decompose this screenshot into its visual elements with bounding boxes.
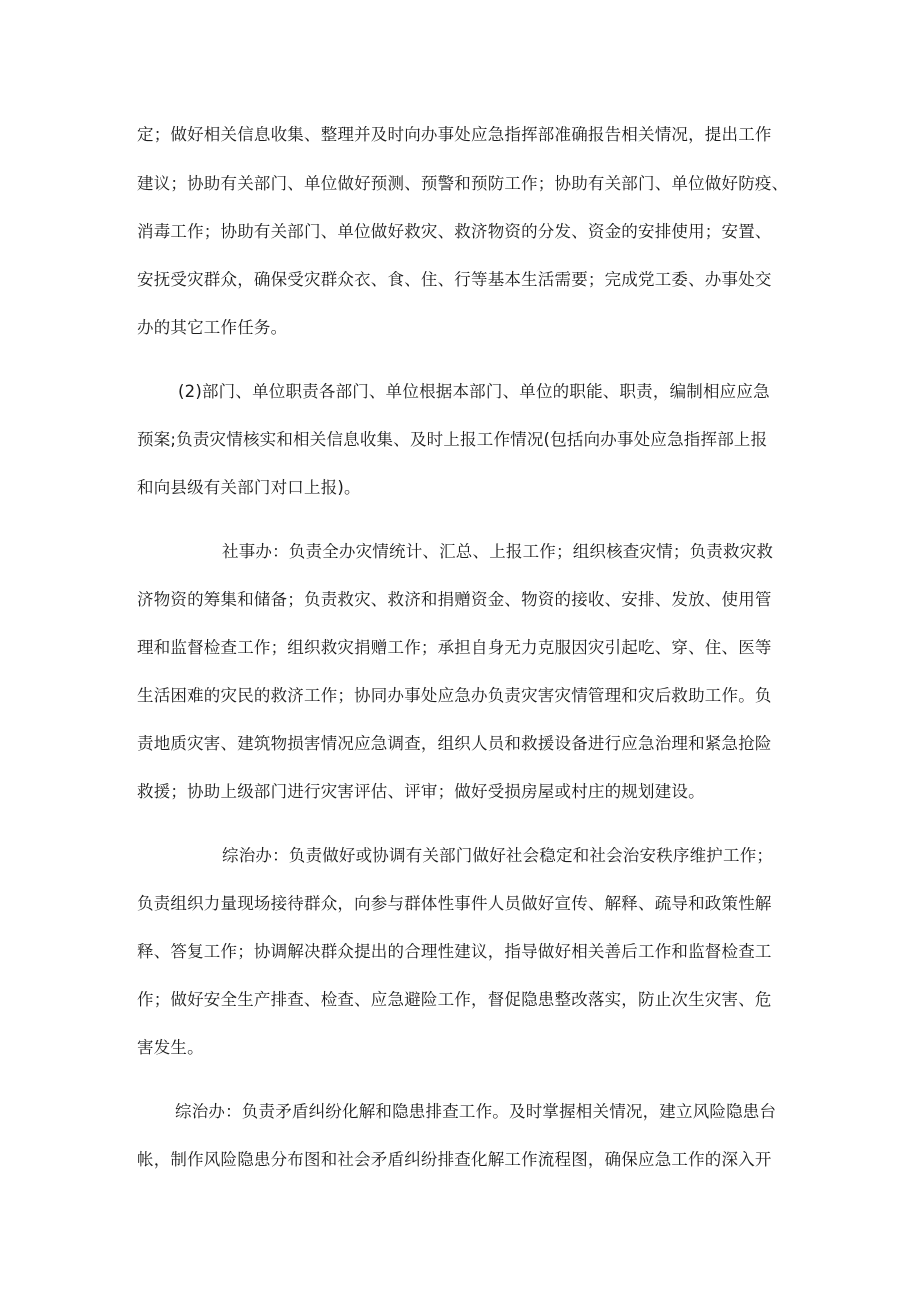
paragraph-4-line-5: 害发生。 [137, 1038, 204, 1057]
paragraph-1-line-3: 消毒工作；协助有关部门、单位做好救灾、救济物资的分发、资金的安排使用；安置、 [137, 222, 772, 241]
paragraph-3-line-3: 理和监督检查工作；组织救灾捐赠工作；承担自身无力克服因灾引起吃、穿、住、医等 [137, 638, 772, 657]
paragraph-1-line-1: 定；做好相关信息收集、整理并及时向办事处应急指挥部准确报告相关情况，提出工作 [137, 125, 772, 144]
paragraph-3-line-6: 救援；协助上级部门进行灾害评估、评审；做好受损房屋或村庄的规划建设。 [137, 782, 705, 801]
paragraph-4-line-1: 综治办：负责做好或协调有关部门做好社会稳定和社会治安秩序维护工作； [222, 846, 774, 865]
paragraph-3-line-4: 生活困难的灾民的救济工作；协同办事处应急办负责灾害灾情管理和灾后救助工作。负 [137, 686, 772, 705]
paragraph-1-line-2: 建议；协助有关部门、单位做好预测、预警和预防工作；协助有关部门、单位做好防疫、 [137, 174, 789, 193]
paragraph-5-line-2: 帐，制作风险隐患分布图和社会矛盾纠纷排查化解工作流程图，确保应急工作的深入开 [137, 1150, 772, 1169]
paragraph-4-line-4: 作；做好安全生产排查、检查、应急避险工作，督促隐患整改落实，防止次生灾害、危 [137, 990, 772, 1009]
paragraph-3-line-1: 社事办：负责全办灾情统计、汇总、上报工作；组织核查灾情；负责救灾救 [222, 542, 774, 561]
paragraph-3-line-2: 济物资的筹集和储备；负责救灾、救济和捐赠资金、物资的接收、安排、发放、使用管 [137, 590, 772, 609]
paragraph-1-line-5: 办的其它工作任务。 [137, 318, 288, 337]
paragraph-4-line-2: 负责组织力量现场接待群众，向参与群体性事件人员做好宣传、解释、疏导和政策性解 [137, 894, 772, 913]
paragraph-4-line-3: 释、答复工作；协调解决群众提出的合理性建议，指导做好相关善后工作和监督检查工 [137, 942, 772, 961]
paragraph-2-line-2: 预案;负责灾情核实和相关信息收集、及时上报工作情况(包括向办事处应急指挥部上报 [137, 430, 768, 449]
paragraph-5-line-1: 综治办：负责矛盾纠纷化解和隐患排查工作。及时掌握相关情况，建立风险隐患台 [175, 1102, 777, 1121]
paragraph-3-line-5: 责地质灾害、建筑物损害情况应急调查，组织人员和救援设备进行应急治理和紧急抢险 [137, 734, 772, 753]
paragraph-1-line-4: 安抚受灾群众，确保受灾群众衣、食、住、行等基本生活需要；完成党工委、办事处交 [137, 270, 772, 289]
paragraph-2-line-1: (2)部门、单位职责各部门、单位根据本部门、单位的职能、职责，编制相应应急 [178, 382, 770, 401]
paragraph-2-line-3: 和向县级有关部门对口上报)。 [137, 478, 361, 497]
